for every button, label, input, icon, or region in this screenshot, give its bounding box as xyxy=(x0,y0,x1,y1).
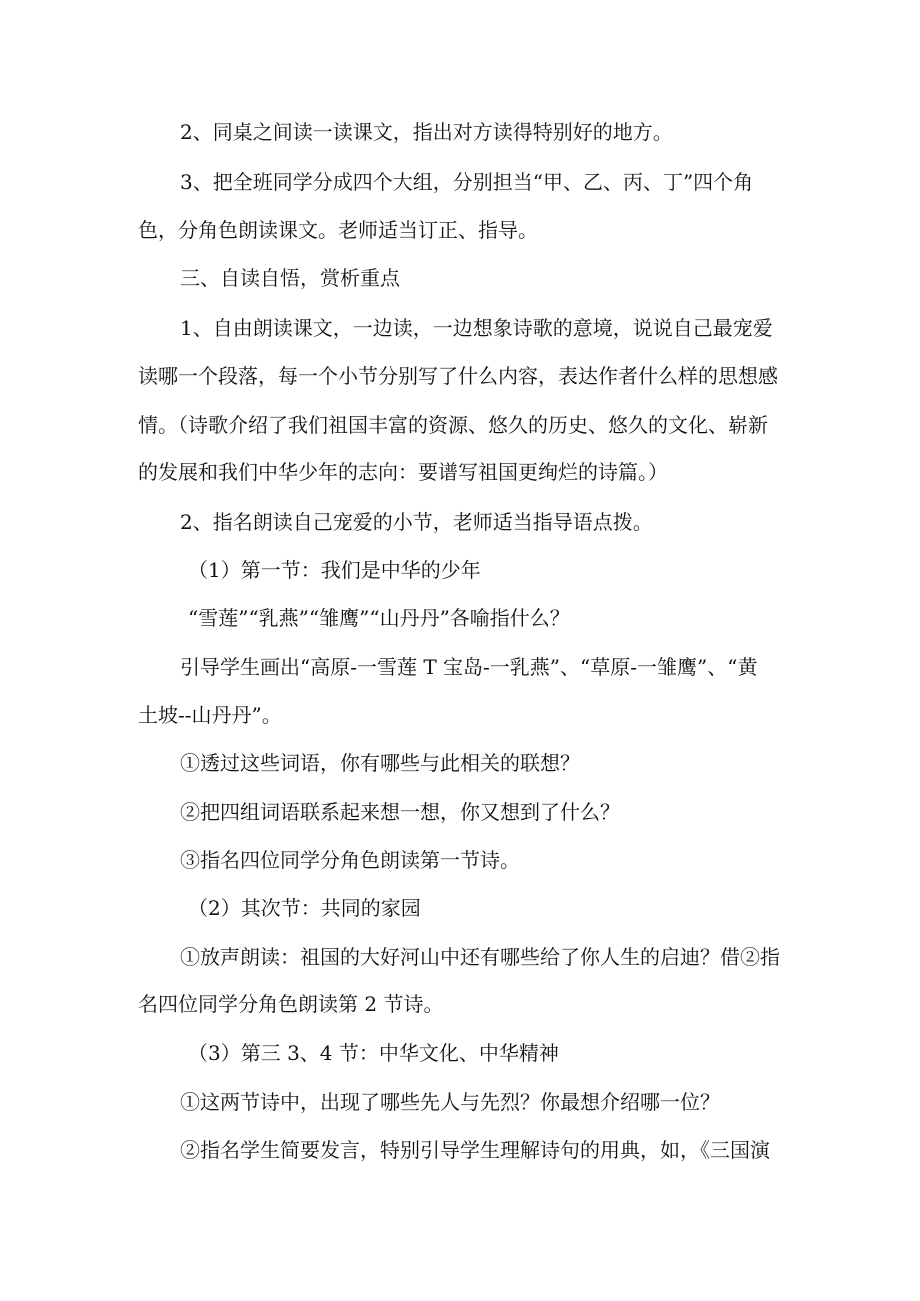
subsection-2-heading: （2）其次节：共同的家园 xyxy=(188,896,421,920)
paragraph-line-21: ①这两节诗中，出现了哪些先人与先烈？你最想介绍哪一位？ xyxy=(180,1090,720,1114)
paragraph-line-5: 1、自由朗读课文，一边读，一边想象诗歌的意境，说说自己最宠爱 xyxy=(180,316,773,340)
paragraph-line-9: 2、指名朗读自己宠爱的小节，老师适当指导语点拨。 xyxy=(180,510,653,534)
paragraph-line-8: 的发展和我们中华少年的志向：要谱写祖国更绚烂的诗篇。） xyxy=(138,460,668,484)
paragraph-line-7: 情。（诗歌介绍了我们祖国丰富的资源、悠久的历史、悠久的文化、崭新 xyxy=(138,413,768,437)
paragraph-line-19: 名四位同学分角色朗读第 2 节诗。 xyxy=(138,992,444,1016)
paragraph-line-14: ①透过这些词语，你有哪些与此相关的联想？ xyxy=(180,751,580,775)
paragraph-line-15: ②把四组词语联系起来想一想，你又想到了什么？ xyxy=(180,800,620,824)
paragraph-line-11: “雪莲”“乳燕”“雏鹰”“山丹丹”各喻指什么？ xyxy=(188,606,570,630)
paragraph-line-12: 引导学生画出“高原-一雪莲 T 宝岛-一乳燕”、“草原-一雏鹰”、“黄 xyxy=(180,655,758,679)
section-heading: 三、自读自悟，赏析重点 xyxy=(180,266,400,290)
subsection-1-heading: （1）第一节：我们是中华的少年 xyxy=(188,558,481,582)
paragraph-line-16: ③指名四位同学分角色朗读第一节诗。 xyxy=(180,848,520,872)
paragraph-line-13: 土坡--山丹丹”。 xyxy=(138,703,282,727)
paragraph-line-2: 3、把全班同学分成四个大组，分别担当“甲、乙、丙、丁”四个角 xyxy=(180,170,754,194)
subsection-3-heading: （3）第三 3、4 节：中华文化、中华精神 xyxy=(188,1041,559,1065)
paragraph-line-22: ②指名学生简要发言，特别引导学生理解诗句的用典，如，《三国演 xyxy=(180,1138,770,1162)
paragraph-line-3: 色，分角色朗读课文。老师适当订正、指导。 xyxy=(138,218,538,242)
paragraph-line-6: 读哪一个段落，每一个小节分别写了什么内容，表达作者什么样的思想感 xyxy=(138,364,778,388)
paragraph-line-1: 2、同桌之间读一读课文，指出对方读得特别好的地方。 xyxy=(180,120,673,144)
paragraph-line-18: ①放声朗读：祖国的大好河山中还有哪些给了你人生的启迪？借②指 xyxy=(180,945,780,969)
